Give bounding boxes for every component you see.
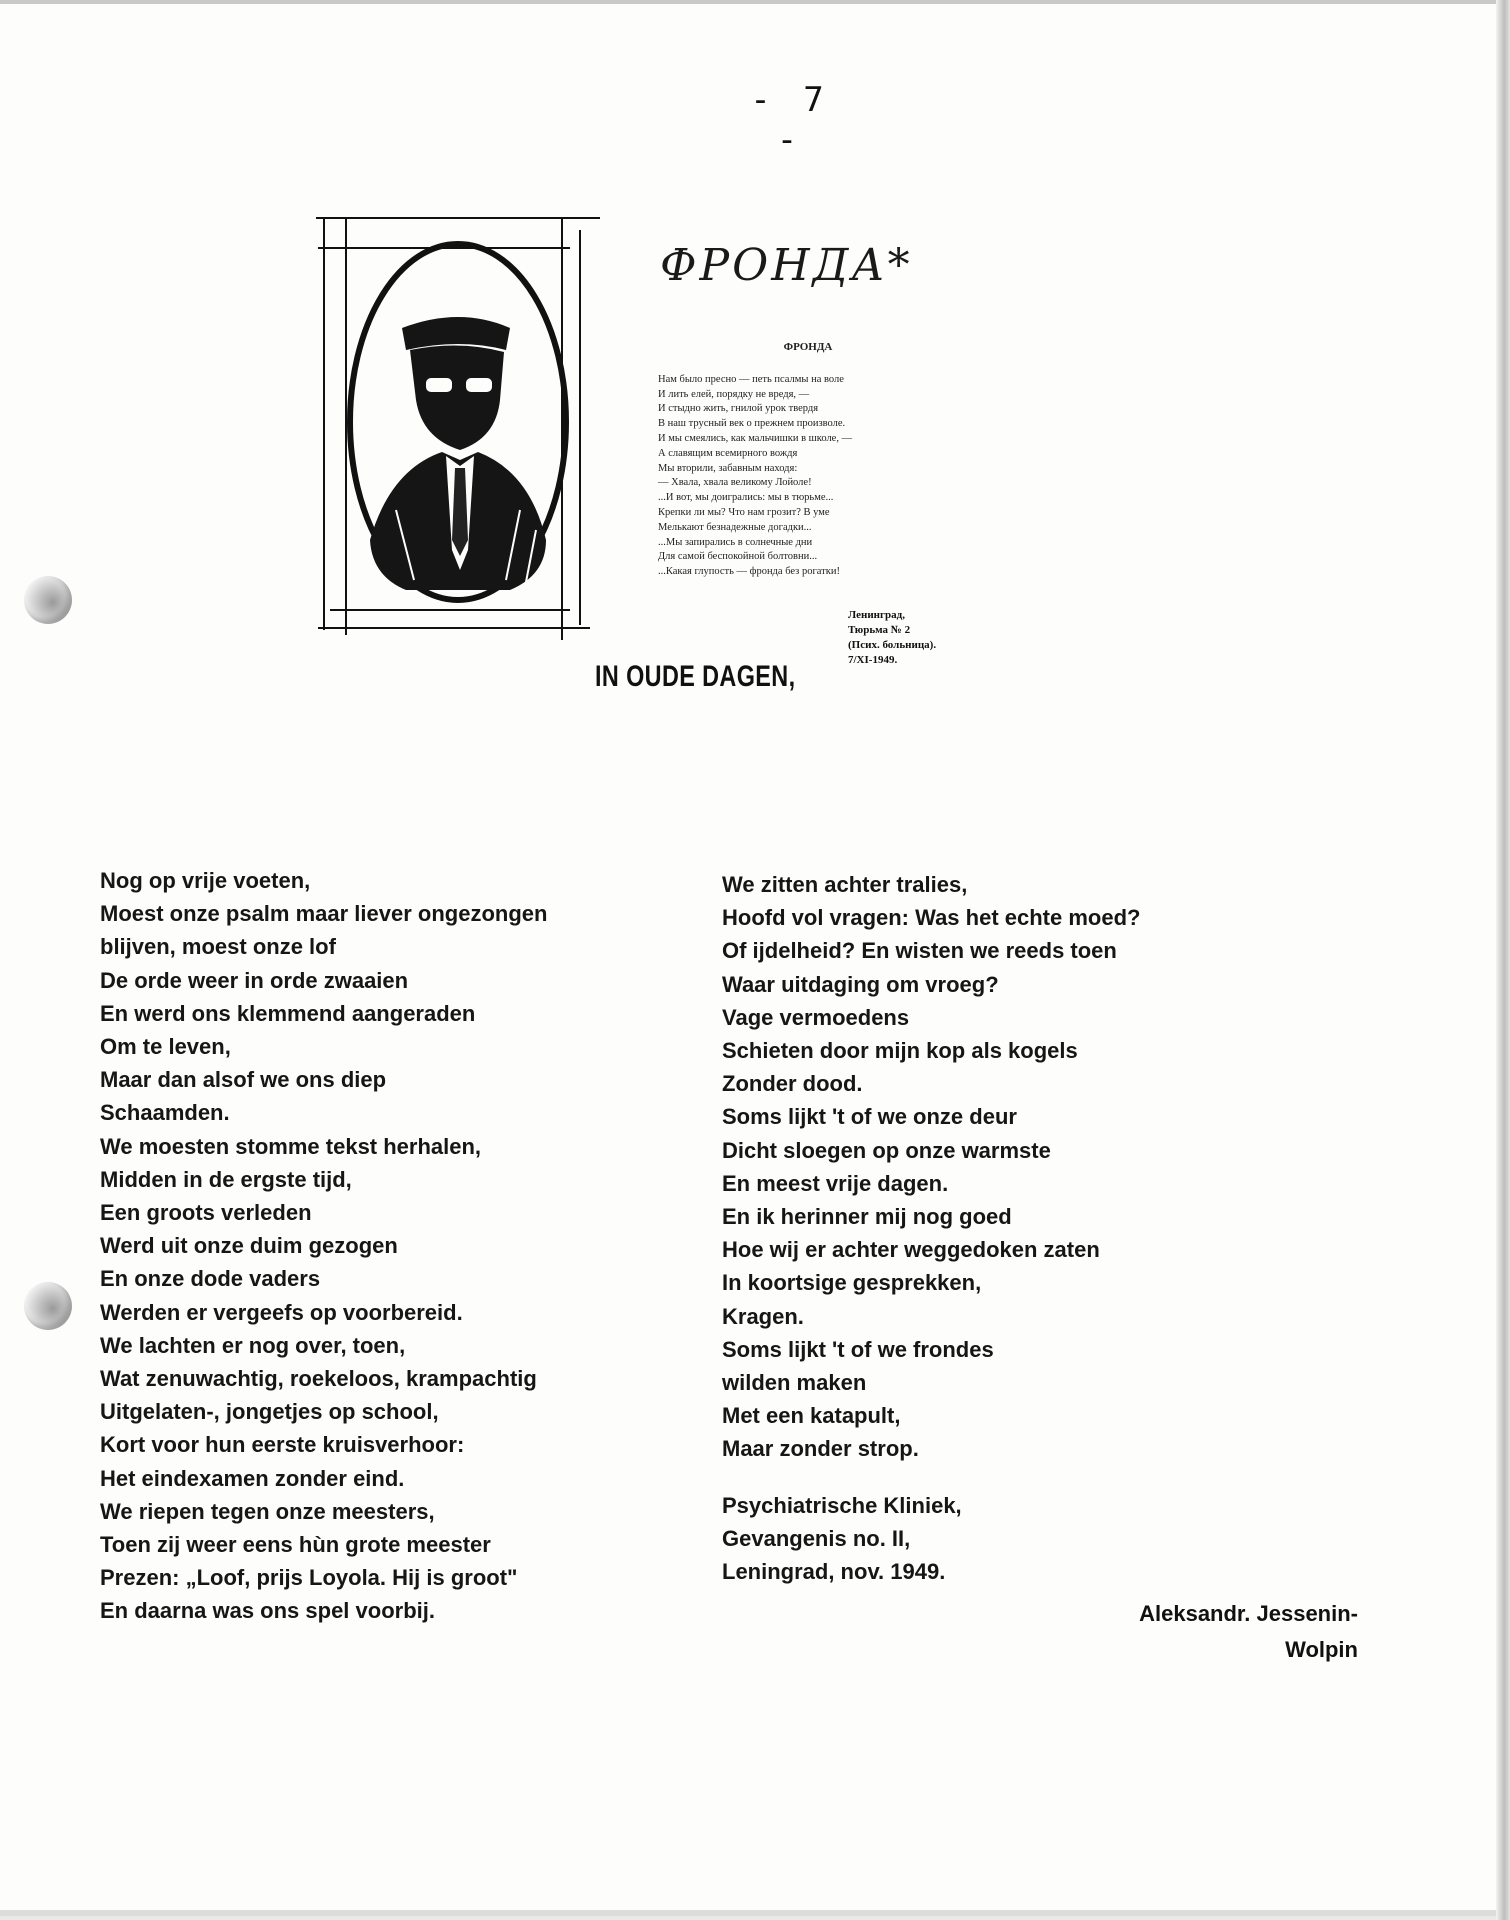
- portrait-drawing: [310, 210, 600, 640]
- poem-line: En meest vrije dagen.: [722, 1170, 949, 1196]
- russian-poem-line: Мелькают безнадежные догадки...: [658, 521, 812, 533]
- poem-line: Dicht sloegen op onze warmste: [722, 1137, 1051, 1163]
- poem-line: We riepen tegen onze meesters,: [100, 1498, 435, 1524]
- poem-line: Maar dan alsof we ons diep: [100, 1067, 387, 1093]
- poem-line: Hoe wij er achter weggedoken zaten: [722, 1237, 1100, 1263]
- author-line: Wolpin: [1285, 1637, 1358, 1662]
- russian-poem-line: ...И вот, мы доигрались: мы в тюрьме...: [658, 492, 834, 504]
- punch-hole-bottom: [24, 1282, 72, 1330]
- poem-line: En ik herinner mij nog goed: [722, 1204, 1012, 1230]
- handwritten-title: ФРОНДА*: [660, 240, 913, 291]
- poem-line: Midden in de ergste tijd,: [100, 1166, 352, 1192]
- russian-poem-line: ...Какая глупость — фронда без рогатки!: [658, 566, 840, 578]
- poem-line: En daarna was ons spel voorbij.: [100, 1598, 435, 1624]
- russian-poem-line: А славящим всемирного вождя: [658, 447, 798, 459]
- poem-line: Prezen: „Loof, prijs Loyola. Hij is groot": [100, 1565, 518, 1591]
- russian-poem-line: В наш трусный век о прежнем произволе.: [658, 418, 846, 430]
- russian-poem-lines: [658, 373, 958, 580]
- page-edge: [1496, 0, 1510, 1920]
- poem-line: Werd uit onze duim gezogen: [100, 1233, 398, 1259]
- signature-line: Ленинград,: [848, 609, 905, 621]
- russian-poem-line: И мы смеялись, как мальчишки в школе, —: [658, 432, 853, 444]
- poem-line: En werd ons klemmend aangeraden: [100, 1000, 476, 1026]
- poem-line: We moesten stomme tekst herhalen,: [100, 1133, 482, 1159]
- poem-line: Wat zenuwachtig, roekeloos, krampachtig: [100, 1366, 537, 1392]
- russian-poem: [658, 340, 958, 580]
- poem-line: Vage vermoedens: [722, 1004, 910, 1030]
- poem-line: Werden er vergeefs op voorbereid.: [100, 1299, 463, 1325]
- poem-line: Hoofd vol vragen: Was het echte moed?: [722, 905, 1141, 931]
- poem-line: blijven, moest onze lof: [100, 934, 336, 960]
- poem-line: Soms lijkt 't of we frondes: [722, 1336, 994, 1362]
- russian-poem-line: — Хвала, хвала великому Лойоле!: [658, 477, 812, 489]
- poem-line: Schieten door mijn kop als kogels: [722, 1038, 1078, 1064]
- poem-line: De orde weer in orde zwaaien: [100, 967, 409, 993]
- poem-right-column: [722, 868, 1140, 1588]
- place-line: Psychiatrische Kliniek,: [722, 1492, 962, 1518]
- poem-line: Zonder dood.: [722, 1071, 863, 1097]
- poem-left-column: [100, 864, 547, 1628]
- poem-line: Waar uitdaging om vroeg?: [722, 971, 999, 997]
- place-and-date: [722, 1489, 1140, 1589]
- poem-line: Een groots verleden: [100, 1200, 312, 1226]
- russian-poem-line: Крепки ли мы? Что нам грозит? В уме: [658, 506, 830, 518]
- poem-line: Schaamden.: [100, 1100, 230, 1126]
- poem-line: Het eindexamen zonder eind.: [100, 1465, 405, 1491]
- russian-poem-line: Мы вторили, забавным находя:: [658, 462, 798, 474]
- russian-poem-signature: [848, 608, 936, 668]
- poem-line: Toen zij weer eens hùn grote meester: [100, 1532, 491, 1558]
- poem-line: Nog op vrije voeten,: [100, 868, 311, 893]
- headline: IN OUDE DAGEN,: [595, 660, 796, 693]
- russian-poem-line: Для самой беспокойной болтовни...: [658, 551, 818, 563]
- signature-line: Тюрьма № 2: [848, 624, 911, 636]
- poem-line: wilden maken: [722, 1370, 867, 1396]
- page-number: - 7 -: [750, 80, 830, 160]
- russian-poem-line: Нам было пресно — петь псалмы на воле: [658, 373, 844, 385]
- poem-line: Soms lijkt 't of we onze deur: [722, 1104, 1017, 1130]
- poem-line: Maar zonder strop.: [722, 1436, 919, 1462]
- place-line: Gevangenis no. II,: [722, 1525, 911, 1551]
- poem-line: In koortsige gesprekken,: [722, 1270, 982, 1296]
- author-line: Aleksandr. Jessenin-: [1139, 1601, 1358, 1626]
- poem-line: We lachten er nog over, toen,: [100, 1332, 406, 1358]
- poem-line: Of ijdelheid? En wisten we reeds toen: [722, 938, 1117, 964]
- poem-line: Uitgelaten-, jongetjes op school,: [100, 1399, 439, 1425]
- russian-poem-line: ...Мы запирались в солнечные дни: [658, 536, 813, 548]
- poem-right-lines: [722, 868, 1140, 1466]
- poem-line: Om te leven,: [100, 1034, 231, 1060]
- poem-line: Kragen.: [722, 1303, 804, 1329]
- russian-poem-line: И стыдно жить, гнилой урок твердя: [658, 403, 819, 415]
- signature-line: 7/XI-1949.: [848, 654, 898, 666]
- poem-line: We zitten achter tralies,: [722, 872, 968, 897]
- poem-line: En onze dode vaders: [100, 1266, 321, 1292]
- poem-line: Met een katapult,: [722, 1403, 901, 1429]
- author-name: [1052, 1596, 1358, 1668]
- punch-hole-top: [24, 576, 72, 624]
- russian-poem-line: И лить елей, порядку не вредя, —: [658, 388, 810, 400]
- place-line: Leningrad, nov. 1949.: [722, 1559, 946, 1585]
- poem-line: Moest onze psalm maar liever ongezongen: [100, 901, 548, 927]
- signature-line: (Псих. больница).: [848, 639, 937, 651]
- russian-poem-title: ФРОНДА: [783, 341, 833, 353]
- poem-line: Kort voor hun eerste kruisverhoor:: [100, 1432, 465, 1458]
